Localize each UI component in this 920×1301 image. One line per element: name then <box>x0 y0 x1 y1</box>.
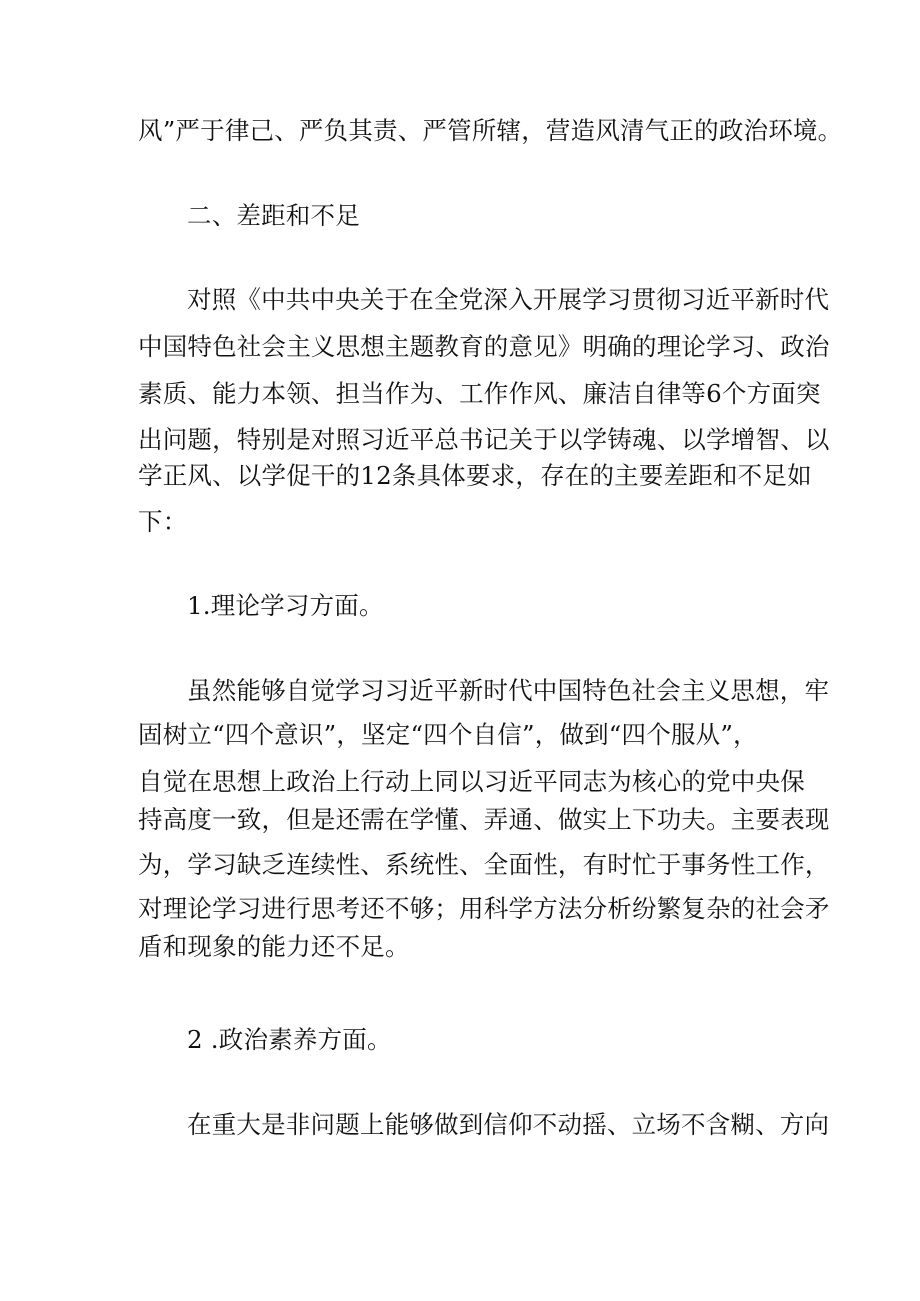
paragraph-line: 自觉在思想上政治上行动上同以习近平同志为核心的党中央保 <box>138 767 805 796</box>
paragraph-line: 在重大是非问题上能够做到信仰不动摇、立场不含糊、方向 <box>187 1110 830 1139</box>
paragraph-line: 下： <box>138 507 188 536</box>
paragraph-line: 对理论学习进行思考还不够；用科学方法分析纷繁复杂的社会矛 <box>138 894 830 923</box>
section-heading: 二、差距和不足 <box>187 201 360 230</box>
subsection-heading: 2 .政治素养方面。 <box>187 1025 392 1054</box>
paragraph-line: 中国特色社会主义思想主题教育的意见》明确的理论学习、政治 <box>138 332 830 361</box>
paragraph-line: 对照《中共中央关于在全党深入开展学习贯彻习近平新时代 <box>187 285 830 314</box>
subsection-heading: 1.理论学习方面。 <box>187 591 384 620</box>
paragraph-line: 持高度一致，但是还需在学懂、弄通、做实上下功夫。主要表现 <box>138 805 830 834</box>
paragraph-line: 风”严于律己、严负其责、严管所辖，营造风清气正的政治环境。 <box>138 116 843 145</box>
paragraph-line: 学正风、以学促干的12条具体要求，存在的主要差距和不足如 <box>138 461 812 490</box>
paragraph-line: 盾和现象的能力还不足。 <box>138 932 410 961</box>
paragraph-line: 固树立“四个意识”，坚定“四个自信”，做到“四个服从”， <box>138 720 758 749</box>
paragraph-line: 为，学习缺乏连续性、系统性、全面性，有时忙于事务性工作， <box>138 850 830 879</box>
paragraph-line: 出问题，特别是对照习近平总书记关于以学铸魂、以学增智、以 <box>138 425 830 454</box>
paragraph-line: 虽然能够自觉学习习近平新时代中国特色社会主义思想，牢 <box>187 676 830 705</box>
paragraph-line: 素质、能力本领、担当作为、工作作风、廉洁自律等6个方面突 <box>138 379 821 408</box>
